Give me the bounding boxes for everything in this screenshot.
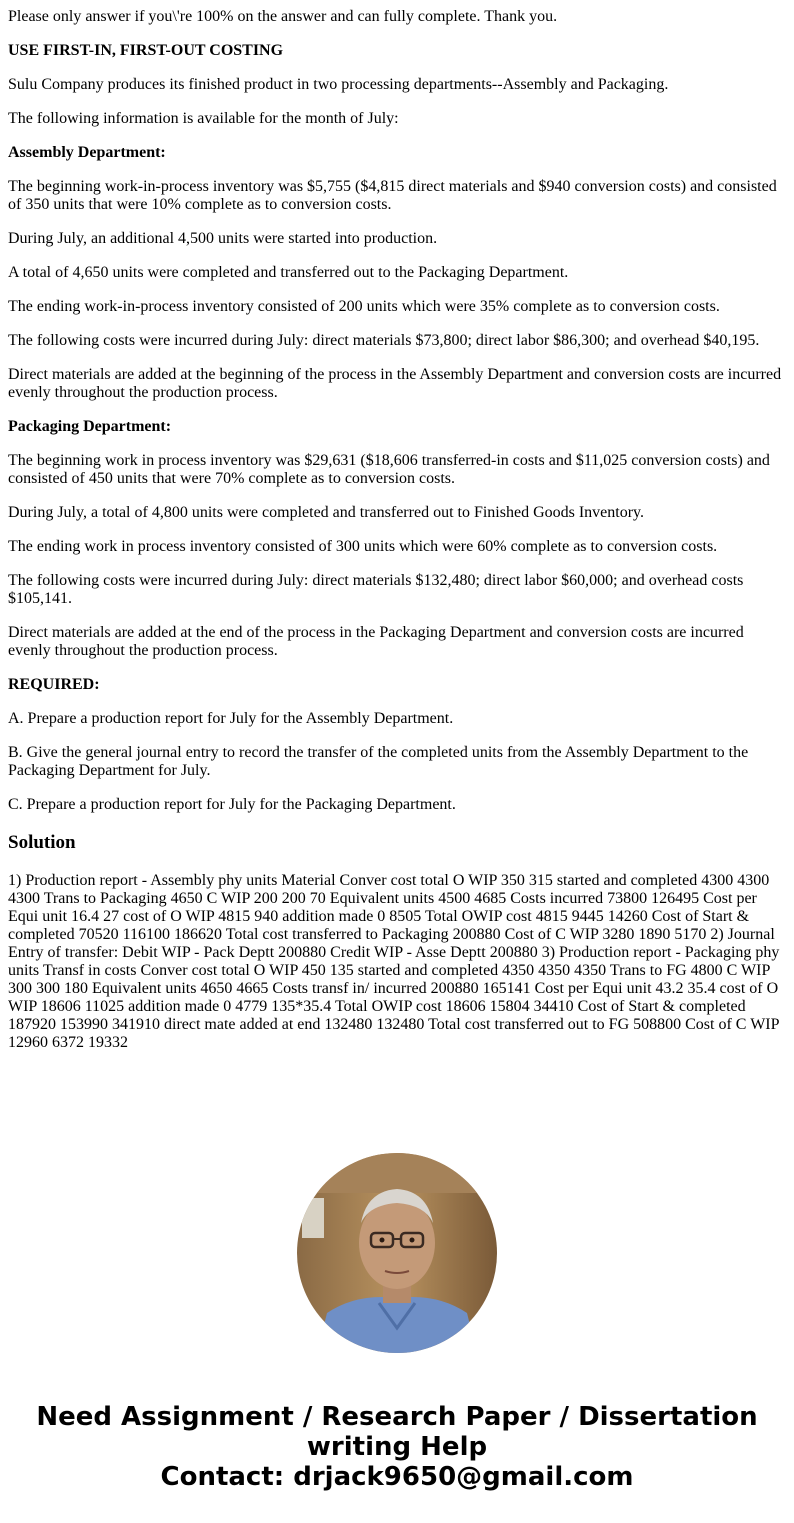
packaging-paragraph: The beginning work in process inventory was $29,631 ($18,606 transferred-in costs and $11,025 conversion costs) and consisted of 450 units that were 70% complete as to conversion costs.: [8, 452, 770, 487]
method-heading: USE FIRST-IN, FIRST-OUT COSTING: [8, 42, 284, 59]
required-item: A. Prepare a production report for July for the Assembly Department.: [8, 710, 454, 727]
assembly-paragraph: The beginning work-in-process inventory was $5,755 ($4,815 direct materials and $940 conversion costs) and consisted of 350 units that were 10% complete as to conversion costs.: [8, 178, 777, 213]
required-item: B. Give the general journal entry to record the transfer of the completed units from the Assembly Department to the Packaging Department for July.: [8, 744, 749, 779]
packaging-paragraph: The following costs were incurred during July: direct materials $132,480; direct labor $60,000; and overhead costs $105,141.: [8, 572, 744, 607]
packaging-paragraph: The ending work in process inventory consisted of 300 units which were 60% complete as to conversion costs.: [8, 538, 718, 555]
required-heading: REQUIRED:: [8, 676, 100, 693]
footer-line: writing Help: [306, 1432, 488, 1462]
author-portrait-image: [297, 1153, 497, 1353]
assembly-paragraph: Direct materials are added at the beginning of the process in the Assembly Department and conversion costs are incurred evenly throughout the production process.: [8, 366, 782, 401]
solution-heading: Solution: [8, 832, 76, 853]
solution-body: 1) Production report - Assembly phy units Material Conver cost total O WIP 350 315 started and completed 4300 4300 4300 Trans to Packaging 4650 C WIP 200 200 70 Equivalent units 4500 4685 Costs incurred 73800 126495 Cost per Equi unit 16.4 27 cost of O WIP 4815 940 addition made 0 8505 Total OWIP cost 4815 9445 14260 Cost of Start & completed 70520 116100 186620 Total cost transferred to Packaging 200880 Cost of C WIP 3280 1890 5170 2) Journal Entry of transfer: Debit WIP - Pack Deptt 200880 Credit WIP - Asse Deptt 200880 3) Production report - Packaging phy units Transf in costs Conver cost total O WIP 450 135 started and completed 4350 4350 4350 Trans to FG 4800 C WIP 300 300 180 Equivalent units 4650 4665 Costs transf in/ incurred 200880 165141 Cost per Equi unit 43.2 35.4 cost of O WIP 18606 11025 addition made 0 4779 135*35.4 Total OWIP cost 18606 15804 34410 Cost of Start & completed 187920 153990 341910 direct mate added at end 132480 132480 Total cost transferred out to FG 508800 Cost of C WIP 12960 6372 19332: [8, 872, 780, 1051]
assembly-paragraph: The ending work-in-process inventory consisted of 200 units which were 35% complete as to conversion costs.: [8, 298, 720, 315]
required-item: C. Prepare a production report for July for the Packaging Department.: [8, 796, 456, 813]
packaging-paragraph: During July, a total of 4,800 units were completed and transferred out to Finished Goods Inventory.: [8, 504, 645, 521]
assembly-paragraph: During July, an additional 4,500 units were started into production.: [8, 230, 438, 247]
footer-line: Need Assignment / Research Paper / Dissertation: [36, 1402, 758, 1432]
info-text: The following information is available for the month of July:: [8, 110, 399, 127]
assembly-paragraph: A total of 4,650 units were completed and transferred out to the Packaging Department.: [8, 264, 569, 281]
packaging-heading: Packaging Department:: [8, 418, 172, 435]
packaging-paragraph: Direct materials are added at the end of the process in the Packaging Department and conversion costs are incurred evenly throughout the production process.: [8, 624, 744, 659]
footer-contact: Contact: drjack9650@gmail.com: [160, 1462, 634, 1492]
question-content: [8, 8, 786, 1052]
assembly-heading: Assembly Department:: [8, 144, 166, 161]
author-avatar: [297, 1153, 497, 1353]
company-text: Sulu Company produces its finished product in two processing departments--Assembly and Packaging.: [8, 76, 669, 93]
footer-banner: [0, 1402, 794, 1492]
assembly-paragraph: The following costs were incurred during July: direct materials $73,800; direct labor $86,300; and overhead $40,195.: [8, 332, 760, 349]
intro-text: Please only answer if you\'re 100% on the answer and can fully complete. Thank you.: [8, 8, 558, 25]
